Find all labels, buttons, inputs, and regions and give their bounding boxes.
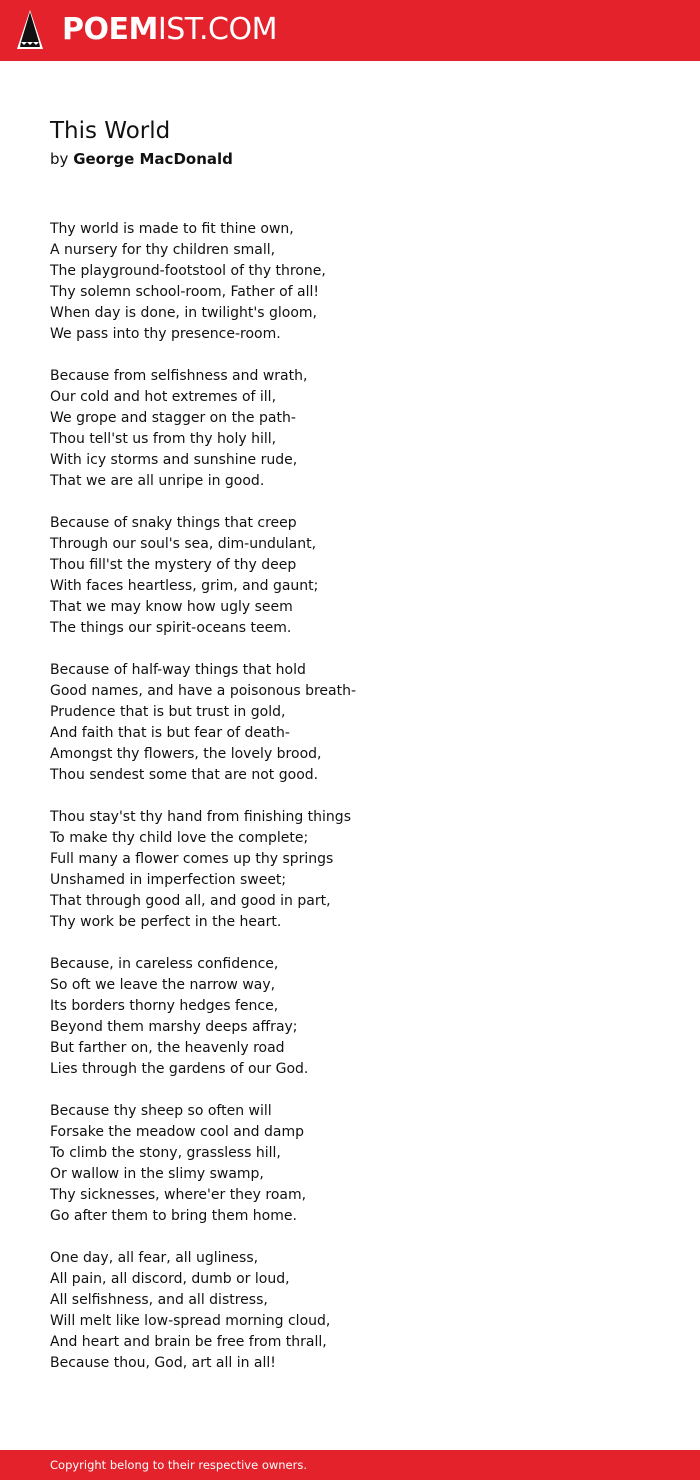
poem-line: Through our soul's sea, dim-undulant, bbox=[50, 536, 317, 552]
pencil-icon[interactable] bbox=[16, 9, 44, 51]
poem-line: Thy world is made to fit thine own, bbox=[50, 221, 294, 237]
poem-line: The things our spirit-oceans teem. bbox=[50, 620, 292, 636]
poem-line: All pain, all discord, dumb or loud, bbox=[50, 1271, 290, 1287]
poem-line: Thy sicknesses, where'er they roam, bbox=[50, 1187, 307, 1203]
poem-stanza bbox=[50, 954, 650, 1080]
poem-line: Because of snaky things that creep bbox=[50, 515, 297, 531]
poem-line: Full many a flower comes up thy springs bbox=[50, 851, 334, 867]
site-header bbox=[0, 0, 700, 61]
poem-line: We grope and stagger on the path- bbox=[50, 410, 296, 426]
logo-light-text: IST.COM bbox=[157, 12, 277, 47]
poem-line: But farther on, the heavenly road bbox=[50, 1040, 285, 1056]
logo-bold-text: POEM bbox=[62, 12, 158, 47]
poem-line: Good names, and have a poisonous breath- bbox=[50, 683, 357, 699]
poem-line: Because thy sheep so often will bbox=[50, 1103, 272, 1119]
poem-title: This World bbox=[50, 118, 171, 144]
poem-line: Unshamed in imperfection sweet; bbox=[50, 872, 287, 888]
poem-body bbox=[50, 219, 650, 1395]
poem-line: Thou stay'st thy hand from finishing things bbox=[50, 809, 351, 825]
copyright-text: Copyright belong to their respective owners. bbox=[50, 1458, 308, 1472]
poem-line: To climb the stony, grassless hill, bbox=[50, 1145, 281, 1161]
poem-stanza bbox=[50, 807, 650, 933]
poem-line: Because from selfishness and wrath, bbox=[50, 368, 308, 384]
poem-line: To make thy child love the complete; bbox=[50, 830, 309, 846]
poem-line: That we may know how ugly seem bbox=[50, 599, 293, 615]
poem-line: Go after them to bring them home. bbox=[50, 1208, 297, 1224]
poem-stanza bbox=[50, 660, 650, 786]
poem-line: With icy storms and sunshine rude, bbox=[50, 452, 298, 468]
poem-line: Beyond them marshy deeps affray; bbox=[50, 1019, 298, 1035]
poem-line: With faces heartless, grim, and gaunt; bbox=[50, 578, 319, 594]
poem-line: A nursery for thy children small, bbox=[50, 242, 276, 258]
poem-line: Our cold and hot extremes of ill, bbox=[50, 389, 277, 405]
poem-line: Its borders thorny hedges fence, bbox=[50, 998, 279, 1014]
by-label: by bbox=[50, 150, 69, 168]
poem-line: Forsake the meadow cool and damp bbox=[50, 1124, 304, 1140]
author-name[interactable]: George MacDonald bbox=[73, 150, 233, 168]
poem-line: All selfishness, and all distress, bbox=[50, 1292, 268, 1308]
poem-stanza bbox=[50, 1101, 650, 1227]
poem-line: Thy solemn school-room, Father of all! bbox=[50, 284, 319, 300]
poem-stanza bbox=[50, 219, 650, 345]
poem-line: Prudence that is but trust in gold, bbox=[50, 704, 286, 720]
poem-line: So oft we leave the narrow way, bbox=[50, 977, 276, 993]
poem-line: Lies through the gardens of our God. bbox=[50, 1061, 309, 1077]
poem-line: When day is done, in twilight's gloom, bbox=[50, 305, 317, 321]
poem-stanza bbox=[50, 1248, 650, 1374]
site-footer bbox=[0, 1450, 700, 1480]
poem-line: Thou fill'st the mystery of thy deep bbox=[50, 557, 297, 573]
poem-line: Or wallow in the slimy swamp, bbox=[50, 1166, 264, 1182]
poem-line: Thou tell'st us from thy holy hill, bbox=[50, 431, 277, 447]
poem-line: Will melt like low-spread morning cloud, bbox=[50, 1313, 331, 1329]
poem-line: Thy work be perfect in the heart. bbox=[50, 914, 282, 930]
byline bbox=[50, 148, 233, 170]
poem-line: That through good all, and good in part, bbox=[50, 893, 331, 909]
poem-line: One day, all fear, all ugliness, bbox=[50, 1250, 259, 1266]
poem-line: That we are all unripe in good. bbox=[50, 473, 265, 489]
poem-line: Thou sendest some that are not good. bbox=[50, 767, 319, 783]
poem-stanza bbox=[50, 513, 650, 639]
poem-line: Because, in careless confidence, bbox=[50, 956, 279, 972]
poem-line: The playground-footstool of thy throne, bbox=[50, 263, 326, 279]
poem-line: And faith that is but fear of death- bbox=[50, 725, 290, 741]
poem-line: Because of half-way things that hold bbox=[50, 662, 306, 678]
poem-line: And heart and brain be free from thrall, bbox=[50, 1334, 327, 1350]
poem-line: We pass into thy presence-room. bbox=[50, 326, 281, 342]
poem-stanza bbox=[50, 366, 650, 492]
poem-line: Amongst thy flowers, the lovely brood, bbox=[50, 746, 322, 762]
site-logo[interactable] bbox=[62, 12, 277, 48]
poem-line: Because thou, God, art all in all! bbox=[50, 1355, 276, 1371]
